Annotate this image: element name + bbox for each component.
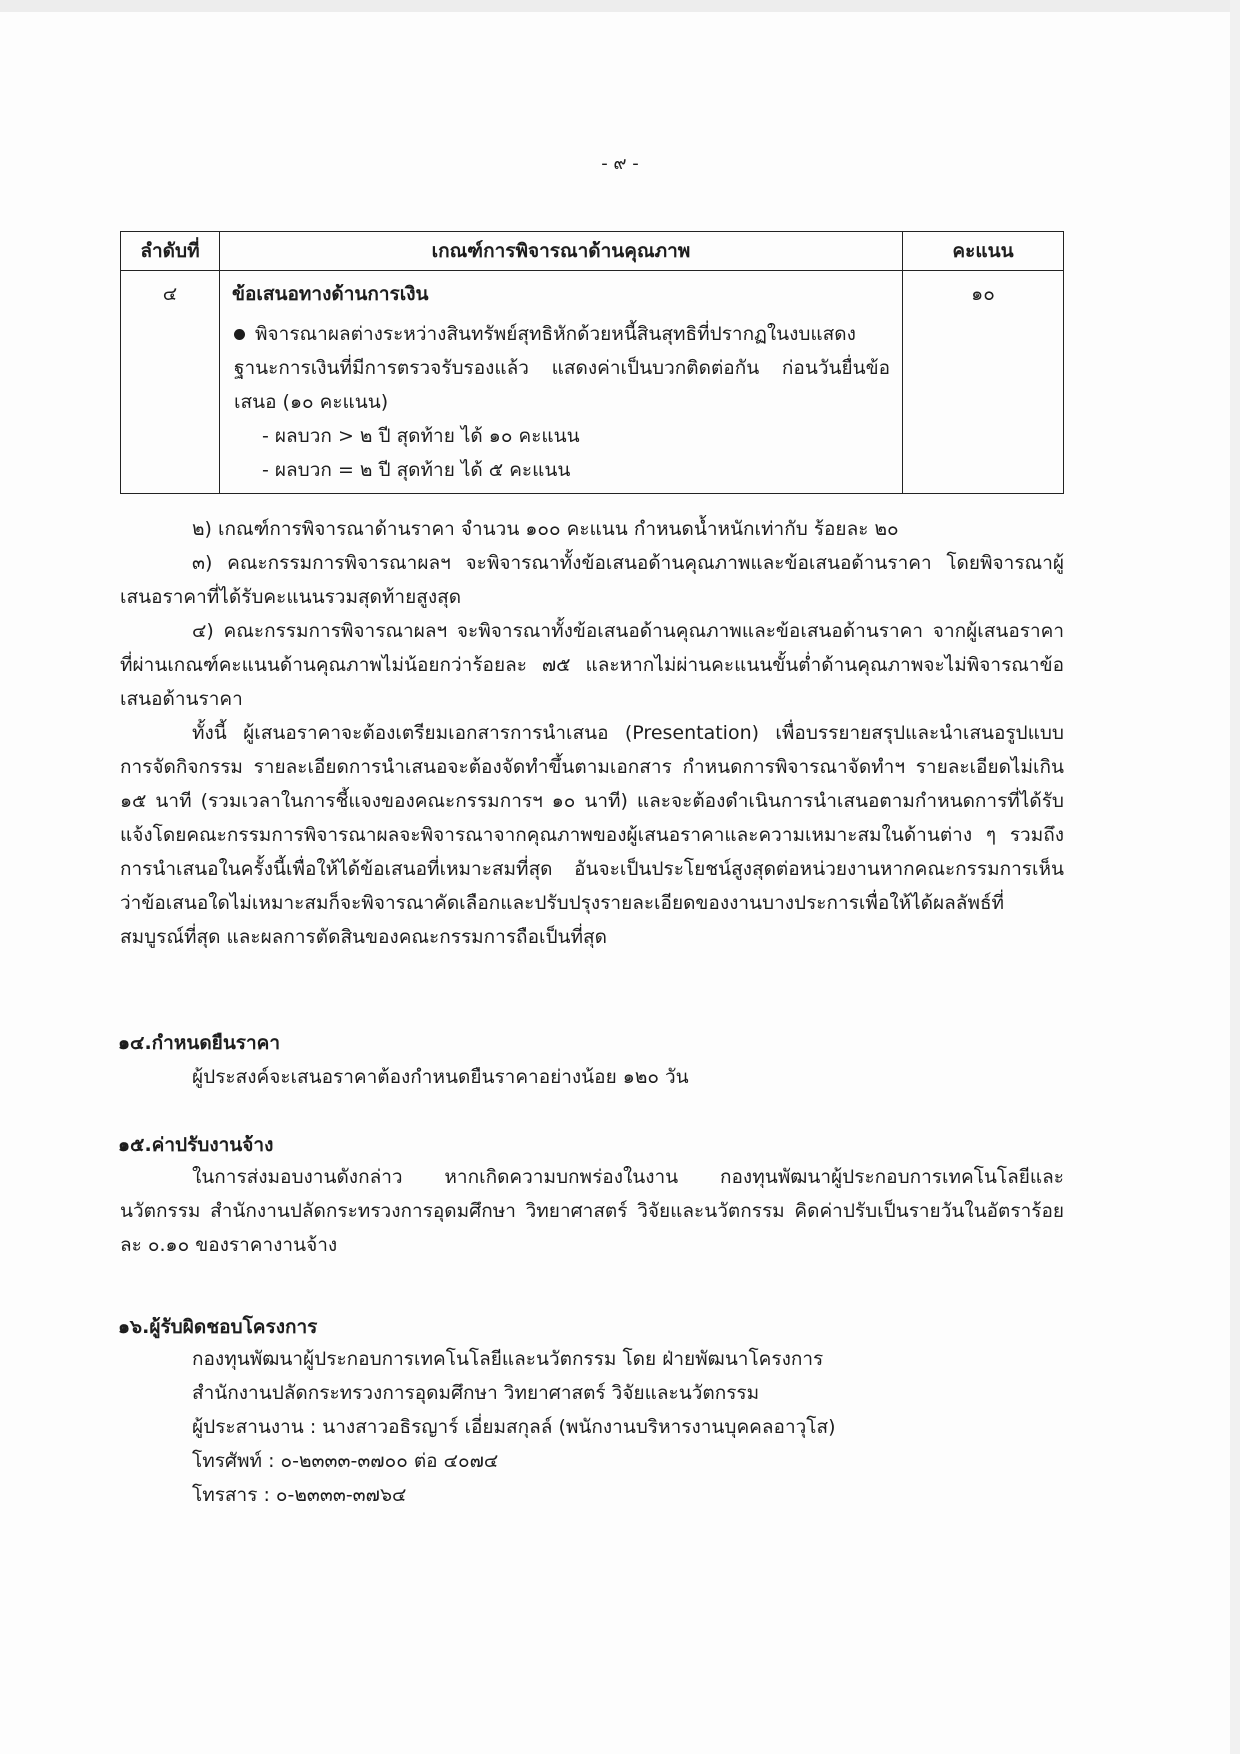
paragraph: ๒) เกณฑ์การพิจารณาด้านราคา จำนวน ๑๐๐ คะแนน กำหนดน้ำหนักเท่ากับ ร้อยละ ๒๐ <box>192 518 899 540</box>
bullet-text: พิจารณาผลต่างระหว่างสินทรัพย์สุทธิหักด้วยหนี้สินสุทธิที่ปรากฏในงบแสดงฐานะการเงินที่มีการตรวจรับรองแล้ว แสดงค่าเป็นบวกติดต่อกัน ก่อนวันยื่นข้อเสนอ (๑๐ คะแนน) <box>234 323 890 413</box>
header-score: คะแนน <box>903 232 1064 271</box>
criteria-bullet <box>232 317 890 419</box>
section-heading-16: ๑๖.ผู้รับผิดชอบโครงการ <box>118 1316 318 1338</box>
header-criteria: เกณฑ์การพิจารณาด้านคุณภาพ <box>220 232 903 271</box>
sub-item: - ผลบวก > ๒ ปี สุดท้าย ได้ ๑๐ คะแนน <box>262 425 580 447</box>
row-score: ๑๐ <box>903 271 1064 494</box>
responsible-unit: กองทุนพัฒนาผู้ประกอบการเทคโนโลยีและนวัตกรรม โดย ฝ่ายพัฒนาโครงการ <box>192 1348 824 1370</box>
bullet-icon <box>234 329 245 340</box>
header-no: ลำดับที่ <box>121 232 220 271</box>
section-text-14: ผู้ประสงค์จะเสนอราคาต้องกำหนดยืนราคาอย่างน้อย ๑๒๐ วัน <box>192 1066 689 1088</box>
row-criteria <box>220 271 903 494</box>
sub-item: - ผลบวก = ๒ ปี สุดท้าย ได้ ๕ คะแนน <box>262 459 571 481</box>
table-row <box>121 271 1064 494</box>
telephone: โทรศัพท์ : ๐-๒๓๓๓-๓๗๐๐ ต่อ ๔๐๗๔ <box>192 1450 499 1472</box>
section-heading-14: ๑๔.กำหนดยืนราคา <box>118 1032 281 1054</box>
coordinator: ผู้ประสานงาน : นางสาวอธิรญาร์ เอี่ยมสกุลล์ (พนักงานบริหารงานบุคคลอาวุโส) <box>192 1416 836 1438</box>
scan-edge-top <box>0 0 1240 12</box>
page-number: - ๙ - <box>601 153 639 174</box>
paragraph: ๓) คณะกรรมการพิจารณาผลฯ จะพิจารณาทั้งข้อเสนอด้านคุณภาพและข้อเสนอด้านราคา โดยพิจารณาผู้เสนอราคาที่ได้รับคะแนนรวมสุดท้ายสูงสุด <box>120 552 1064 608</box>
paragraph: ในการส่งมอบงานดังกล่าว หากเกิดความบกพร่องในงาน กองทุนพัฒนาผู้ประกอบการเทคโนโลยีและนวัตกรรม สำนักงานปลัดกระทรวงการอุดมศึกษา วิทยาศาสตร์ วิจัยและนวัตกรรม คิดค่าปรับเป็นรายวันในอัตราร้อยละ ๐.๑๐ ของราคางานจ้าง <box>120 1166 1064 1256</box>
responsible-office: สำนักงานปลัดกระทรวงการอุดมศึกษา วิทยาศาสตร์ วิจัยและนวัตกรรม <box>192 1382 760 1404</box>
quality-criteria-table <box>120 231 1064 494</box>
fax: โทรสาร : ๐-๒๓๓๓-๓๗๖๔ <box>192 1484 407 1506</box>
row-number: ๔ <box>121 271 220 494</box>
section-text-15 <box>120 1160 1064 1262</box>
table-header-row <box>121 232 1064 271</box>
section-heading-15: ๑๕.ค่าปรับงานจ้าง <box>118 1134 274 1156</box>
paragraph: ทั้งนี้ ผู้เสนอราคาจะต้องเตรียมเอกสารการนำเสนอ (Presentation) เพื่อบรรยายสรุปและนำเสนอรูปแบบการจัดกิจกรรม รายละเอียดการนำเสนอจะต้องจัดทำขึ้นตามเอกสาร กำหนดการพิจารณาจัดทำฯ รายละเอียดไม่เกิน ๑๕ นาที (รวมเวลาในการชี้แจงของคณะกรรมการฯ ๑๐ นาที) และจะต้องดำเนินการนำเสนอตามกำหนดการที่ได้รับแจ้งโดยคณะกรรมการพิจารณาผลจะพิจารณาจากคุณภาพของผู้เสนอราคาและความเหมาะสมในด้านต่าง ๆ รวมถึงการนำเสนอในครั้งนี้เพื่อให้ได้ข้อเสนอที่เหมาะสมที่สุด อันจะเป็นประโยชน์สูงสุดต่อหน่วยงานหากคณะกรรมการเห็นว่าข้อเสนอใดไม่เหมาะสมก็จะพิจารณาคัดเลือกและปรับปรุงรายละเอียดของงานบางประการเพื่อให้ได้ผลลัพธ์ที่สมบูรณ์ที่สุด และผลการตัดสินของคณะกรรมการถือเป็นที่สุด <box>120 722 1064 948</box>
section-text-16 <box>192 1342 836 1512</box>
scan-edge-right <box>1230 0 1240 1754</box>
evaluation-paragraphs <box>120 512 1064 954</box>
criteria-title: ข้อเสนอทางด้านการเงิน <box>232 283 429 305</box>
paragraph: ๔) คณะกรรมการพิจารณาผลฯ จะพิจารณาทั้งข้อเสนอด้านคุณภาพและข้อเสนอด้านราคา จากผู้เสนอราคาที่ผ่านเกณฑ์คะแนนด้านคุณภาพไม่น้อยกว่าร้อยละ ๗๕ และหากไม่ผ่านคะแนนขั้นต่ำด้านคุณภาพจะไม่พิจารณาข้อเสนอด้านราคา <box>120 620 1064 710</box>
